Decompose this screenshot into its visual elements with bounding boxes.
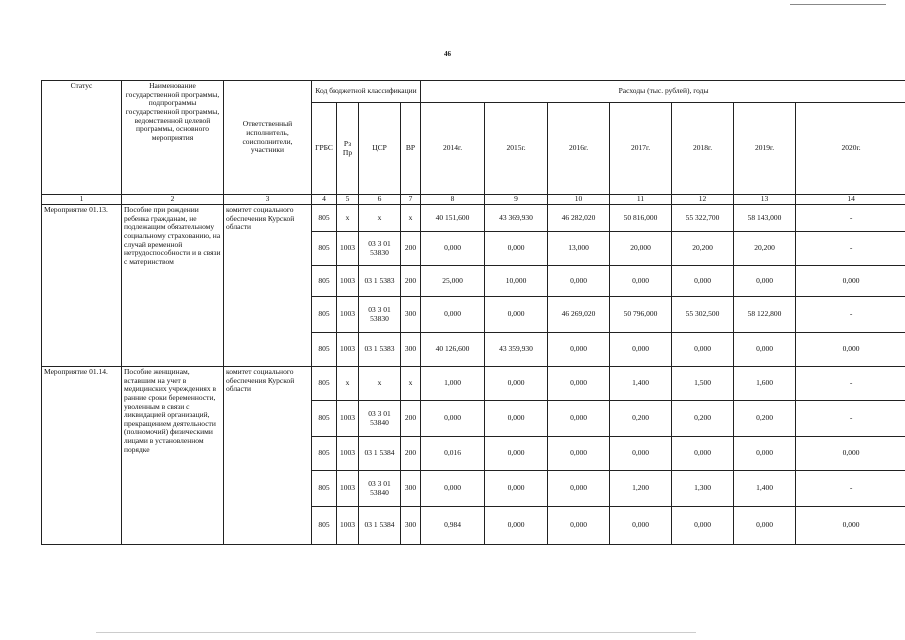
vr-cell: 300: [401, 507, 421, 545]
grbs-cell: 805: [312, 266, 337, 297]
expense-cell: 0,000: [734, 333, 796, 367]
rzpr-cell: x: [337, 367, 359, 401]
activity-status: Мероприятие 01.13.: [42, 205, 122, 367]
csr-cell: 03 1 5384: [359, 507, 401, 545]
expense-cell: 55 322,700: [672, 205, 734, 232]
column-number: 14: [796, 195, 905, 205]
vr-cell: x: [401, 367, 421, 401]
expense-cell: 1,600: [734, 367, 796, 401]
expense-cell: -: [796, 297, 905, 333]
column-number: 3: [224, 195, 312, 205]
expense-cell: 0,000: [485, 401, 548, 437]
expense-cell: 0,000: [610, 437, 672, 471]
expense-cell: 0,000: [421, 401, 485, 437]
expense-cell: 0,000: [610, 507, 672, 545]
rzpr-cell: 1003: [337, 333, 359, 367]
vr-cell: 300: [401, 333, 421, 367]
expense-cell: 0,984: [421, 507, 485, 545]
expense-cell: -: [796, 205, 905, 232]
expense-cell: 1,200: [610, 471, 672, 507]
expense-cell: 0,000: [548, 333, 610, 367]
rzpr-cell: 1003: [337, 401, 359, 437]
table-row: [42, 205, 905, 232]
expense-cell: 40 151,600: [421, 205, 485, 232]
csr-cell: x: [359, 367, 401, 401]
rzpr-cell: 1003: [337, 437, 359, 471]
top-edge-line: [790, 4, 886, 5]
expense-cell: 58 122,800: [734, 297, 796, 333]
csr-cell: 03 1 5384: [359, 437, 401, 471]
expense-cell: 0,000: [610, 333, 672, 367]
grbs-cell: 805: [312, 367, 337, 401]
column-number: 6: [359, 195, 401, 205]
rzpr-cell: 1003: [337, 471, 359, 507]
expense-cell: -: [796, 367, 905, 401]
expense-cell: 0,000: [796, 333, 905, 367]
header-rzpr: Рз Пр: [337, 103, 359, 195]
column-number: 9: [485, 195, 548, 205]
csr-cell: 03 3 01 53830: [359, 297, 401, 333]
page-number: 46: [444, 50, 451, 58]
expense-cell: 46 269,020: [548, 297, 610, 333]
expense-cell: 10,000: [485, 266, 548, 297]
csr-cell: 03 3 01 53840: [359, 471, 401, 507]
expense-cell: 0,000: [548, 367, 610, 401]
column-number: 2: [122, 195, 224, 205]
expense-cell: 1,300: [672, 471, 734, 507]
expense-cell: 0,000: [672, 266, 734, 297]
vr-cell: 300: [401, 297, 421, 333]
column-number: 5: [337, 195, 359, 205]
expense-cell: 50 796,000: [610, 297, 672, 333]
expense-cell: 0,200: [610, 401, 672, 437]
column-number: 13: [734, 195, 796, 205]
expense-cell: 0,000: [485, 437, 548, 471]
expense-cell: 0,000: [485, 471, 548, 507]
csr-cell: 03 1 5383: [359, 333, 401, 367]
column-number: 11: [610, 195, 672, 205]
grbs-cell: 805: [312, 205, 337, 232]
activity-responsible: комитет социального обеспечения Курской области: [224, 205, 312, 367]
expense-cell: 0,000: [734, 437, 796, 471]
header-expenses: Расходы (тыс. рублей), годы: [421, 81, 905, 103]
expense-cell: 0,000: [796, 507, 905, 545]
expense-cell: 0,000: [485, 367, 548, 401]
expense-cell: 0,000: [734, 266, 796, 297]
expense-cell: -: [796, 471, 905, 507]
column-number: 10: [548, 195, 610, 205]
expense-cell: 0,000: [548, 507, 610, 545]
expense-cell: 1,400: [734, 471, 796, 507]
csr-cell: 03 1 5383: [359, 266, 401, 297]
header-status: Статус: [42, 81, 122, 195]
column-number: 7: [401, 195, 421, 205]
grbs-cell: 805: [312, 507, 337, 545]
expense-cell: 40 126,600: [421, 333, 485, 367]
rzpr-cell: 1003: [337, 297, 359, 333]
expense-cell: 58 143,000: [734, 205, 796, 232]
expense-cell: 20,200: [734, 232, 796, 266]
header-year: 2014г.: [421, 103, 485, 195]
expense-cell: 0,200: [734, 401, 796, 437]
expense-cell: 0,000: [796, 266, 905, 297]
header-budget-code: Код бюджетной классификации: [312, 81, 421, 103]
rzpr-cell: 1003: [337, 266, 359, 297]
header-responsible: Ответственный исполнитель, соисполнители, участники: [224, 81, 312, 195]
expense-cell: 0,000: [485, 507, 548, 545]
csr-cell: 03 3 01 53830: [359, 232, 401, 266]
vr-cell: 200: [401, 266, 421, 297]
bottom-scan-line: [96, 632, 696, 633]
grbs-cell: 805: [312, 232, 337, 266]
activity-name: Пособие при рождении ребенка гражданам, не подлежащим обязательному социальному страхованию, на случай временной нетрудоспособности и в связи с материнством: [122, 205, 224, 367]
vr-cell: 200: [401, 437, 421, 471]
expense-cell: 0,000: [421, 471, 485, 507]
expense-cell: 0,000: [548, 401, 610, 437]
expense-cell: 20,200: [672, 232, 734, 266]
expense-cell: 43 369,930: [485, 205, 548, 232]
column-number: 12: [672, 195, 734, 205]
header-name: Наименование государственной программы, подпрограммы государственной программы, ведомственной целевой программы, основного мероприятия: [122, 81, 224, 195]
expense-cell: 25,000: [421, 266, 485, 297]
expense-cell: 50 816,000: [610, 205, 672, 232]
expense-cell: 0,000: [796, 437, 905, 471]
csr-cell: 03 3 01 53840: [359, 401, 401, 437]
expense-cell: 0,000: [421, 297, 485, 333]
expense-cell: 0,000: [672, 437, 734, 471]
expense-cell: 0,000: [548, 437, 610, 471]
header-grbs: ГРБС: [312, 103, 337, 195]
expense-cell: 0,000: [548, 266, 610, 297]
expense-cell: 1,500: [672, 367, 734, 401]
expense-cell: 0,000: [421, 232, 485, 266]
expense-cell: 0,000: [672, 333, 734, 367]
grbs-cell: 805: [312, 333, 337, 367]
expense-cell: 0,200: [672, 401, 734, 437]
header-year: 2018г.: [672, 103, 734, 195]
expense-cell: 0,016: [421, 437, 485, 471]
activity-name: Пособие женщинам, вставшим на учет в медицинских учреждениях в ранние сроки беременности, уволенным в связи с ликвидацией организаций, прекращением деятельности (полномочий) физическими лицами в установленном порядке: [122, 367, 224, 545]
expense-cell: 0,000: [610, 266, 672, 297]
header-year: 2016г.: [548, 103, 610, 195]
expense-cell: 0,000: [672, 507, 734, 545]
expense-cell: 55 302,500: [672, 297, 734, 333]
expense-cell: 43 359,930: [485, 333, 548, 367]
activity-responsible: комитет социального обеспечения Курской области: [224, 367, 312, 545]
expense-cell: 0,000: [485, 297, 548, 333]
expense-cell: -: [796, 232, 905, 266]
grbs-cell: 805: [312, 471, 337, 507]
expense-cell: 0,000: [485, 232, 548, 266]
column-number: 8: [421, 195, 485, 205]
header-vr: ВР: [401, 103, 421, 195]
rzpr-cell: 1003: [337, 507, 359, 545]
header-year: 2017г.: [610, 103, 672, 195]
expense-cell: 1,000: [421, 367, 485, 401]
vr-cell: 200: [401, 232, 421, 266]
vr-cell: x: [401, 205, 421, 232]
header-year: 2020г.: [796, 103, 905, 195]
rzpr-cell: 1003: [337, 232, 359, 266]
table-row: [42, 367, 905, 401]
header-year: 2015г.: [485, 103, 548, 195]
expense-cell: 1,400: [610, 367, 672, 401]
budget-table: [41, 80, 905, 545]
activity-status: Мероприятие 01.14.: [42, 367, 122, 545]
header-year: 2019г.: [734, 103, 796, 195]
vr-cell: 300: [401, 471, 421, 507]
expense-cell: 20,000: [610, 232, 672, 266]
csr-cell: x: [359, 205, 401, 232]
expense-cell: 13,000: [548, 232, 610, 266]
expense-cell: -: [796, 401, 905, 437]
expense-cell: 46 282,020: [548, 205, 610, 232]
expense-cell: 0,000: [548, 471, 610, 507]
expense-cell: 0,000: [734, 507, 796, 545]
column-number: 1: [42, 195, 122, 205]
header-csr: ЦСР: [359, 103, 401, 195]
column-number: 4: [312, 195, 337, 205]
grbs-cell: 805: [312, 437, 337, 471]
grbs-cell: 805: [312, 297, 337, 333]
grbs-cell: 805: [312, 401, 337, 437]
rzpr-cell: x: [337, 205, 359, 232]
vr-cell: 200: [401, 401, 421, 437]
